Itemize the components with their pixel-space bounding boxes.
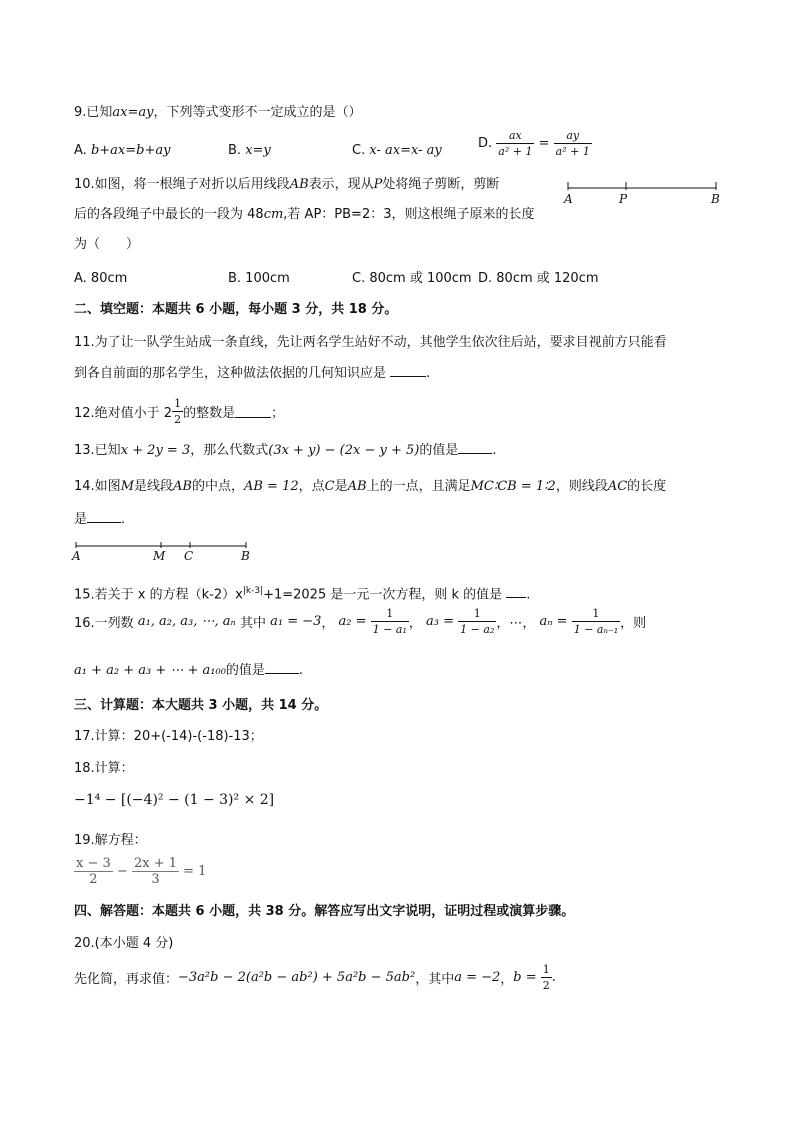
q12-fraction xyxy=(172,396,183,427)
q10-option-c: C. 80cm 或 100cm xyxy=(352,271,472,286)
q16-a2-numerator: 1 xyxy=(371,606,409,622)
q16-answer-blank[interactable] xyxy=(265,661,299,674)
q14-line1 xyxy=(74,478,666,496)
q10-segment-ab: AB xyxy=(289,177,309,192)
q19-equation xyxy=(74,856,206,887)
q9-option-c-label: C. xyxy=(352,143,366,158)
q20-end: . xyxy=(551,970,556,985)
q16-sequence: a₁, a₂, a₃, ⋯, aₙ xyxy=(137,614,236,629)
q14-point-c: C xyxy=(324,479,335,494)
q10-option-d: D. 80cm 或 120cm xyxy=(478,271,599,286)
q10-line1c-text: 处将绳子剪断，剪断 xyxy=(382,177,500,192)
q20-a-value: a = −2 xyxy=(454,970,501,985)
q14-text-f: ，则线段 xyxy=(555,479,608,494)
q16-mid: 其中 xyxy=(239,616,266,631)
q9-option-b xyxy=(228,142,271,160)
q16-a3-numerator: 1 xyxy=(458,606,496,622)
q13 xyxy=(74,441,497,460)
q16-dots: ，⋯， xyxy=(496,616,536,631)
q16-line2 xyxy=(74,661,303,680)
q14-ratio: MC∶CB = 1∶2 xyxy=(470,479,556,494)
q13-mid: ，那么代数式 xyxy=(190,443,269,458)
q20-body xyxy=(74,962,556,993)
q15-post: +1=2025 是一元一次方程，则 k 的值是 xyxy=(263,587,503,603)
q11-answer-blank[interactable] xyxy=(390,364,426,377)
q17: 17.计算：20+(-14)-(-18)-13； xyxy=(74,729,263,744)
section4-heading: 四、解答题：本题共 6 小题，共 38 分。解答应写出文字说明，证明过程或演算步骤。 xyxy=(74,904,575,919)
q9-option-c-text: x- ax=x- ay xyxy=(369,143,442,158)
q18-title: 18.计算： xyxy=(74,761,134,776)
q15-exponent: |k-3| xyxy=(242,586,264,596)
q9-option-a xyxy=(74,142,170,160)
q14-segment-ac: AC xyxy=(607,479,628,494)
q16-a2-fraction xyxy=(371,606,409,637)
q10-line2 xyxy=(74,206,535,224)
q14-label-a: A xyxy=(72,549,81,563)
q9-option-a-text: b+ax=b+ay xyxy=(90,143,171,158)
q14-line2-text: 是 xyxy=(74,512,88,527)
q9-option-a-label: A. xyxy=(74,143,87,158)
q16-an-numerator: 1 xyxy=(572,606,620,622)
q16-a3-denominator: 1 − a₂ xyxy=(460,623,495,636)
q11-line2-text: 到各自前面的那名学生，这种做法依据的几何知识应是 xyxy=(74,366,387,381)
q14-text-e: 上的一点，且满足 xyxy=(366,479,471,494)
q16-a3-fraction xyxy=(458,606,496,637)
q13-end: . xyxy=(492,443,497,458)
q12-post: 的整数是 xyxy=(183,406,236,421)
section2-heading: 二、填空题：本题共 6 小题，每小题 3 分，共 18 分。 xyxy=(74,302,398,317)
q16-a1: a₁ = −3 xyxy=(270,614,322,629)
q13-answer-blank[interactable] xyxy=(458,441,492,454)
q13-post: 的值是 xyxy=(419,443,459,458)
q11-end: . xyxy=(426,366,431,381)
q15 xyxy=(74,582,530,604)
q13-expression: (3x + y) − (2x − y + 5) xyxy=(268,443,420,458)
q20-b-numerator: 1 xyxy=(542,963,550,976)
q19-fraction-1-numerator: x − 3 xyxy=(76,856,111,871)
q10-segment-svg xyxy=(560,176,730,206)
q9-option-d-equals: = xyxy=(538,136,550,151)
q14-label-c: C xyxy=(184,549,194,563)
q12-end: ； xyxy=(271,406,285,421)
q10-line2b-text: ,若 AP：PB=2：3，则这根绳子原来的长度 xyxy=(283,207,535,222)
q14-segment-ab-2: AB xyxy=(347,479,367,494)
q11-line2 xyxy=(74,364,430,383)
q14-text-a: 是线段 xyxy=(134,479,174,494)
q12-fraction-numerator: 1 xyxy=(174,397,182,410)
q10-label-b: B xyxy=(711,192,720,206)
q16-sum-expression: a₁ + a₂ + a₃ + ⋯ + a₁₀₀ xyxy=(74,663,226,678)
q13-equation: x + 2y = 3 xyxy=(120,443,191,458)
q9-option-d-label: D. xyxy=(478,136,493,151)
q9-option-d-right-fraction xyxy=(554,128,592,159)
q14-text-d: 是 xyxy=(334,479,348,494)
q10-line1b-text: 表示，现从 xyxy=(308,177,374,192)
q14-segment-diagram xyxy=(70,538,260,568)
q20-b-fraction xyxy=(541,962,552,993)
q14-pre: 14.如图 xyxy=(74,479,121,494)
q11-line1: 11.为了让一队学生站成一条直线，先让两名学生站好不动，其他学生依次往后站，要求目视前方只能看 xyxy=(74,335,667,350)
q9-option-c xyxy=(352,142,442,160)
q14-answer-blank[interactable] xyxy=(87,510,121,523)
q9-option-d xyxy=(478,128,592,159)
q20-pre: 先化简，再求值： xyxy=(74,972,179,987)
q19-fraction-2 xyxy=(132,856,179,887)
q14-text-g: 的长度 xyxy=(627,479,667,494)
q14-line2 xyxy=(74,510,125,529)
q19-fraction-1 xyxy=(74,856,113,887)
q9-stem xyxy=(74,104,362,122)
q9-option-b-label: B. xyxy=(228,143,242,158)
q15-answer-blank[interactable] xyxy=(506,585,526,598)
section3-heading: 三、计算题：本大题共 3 小题，共 14 分。 xyxy=(74,698,328,713)
q9-option-d-left-denominator: a² + 1 xyxy=(498,145,533,158)
q10-label-a: A xyxy=(564,192,573,206)
q10-option-a: A. 80cm xyxy=(74,271,128,286)
q12-fraction-denominator: 2 xyxy=(174,413,182,426)
q16-a2-lhs: a₂ = xyxy=(338,614,367,629)
q19-title: 19.解方程： xyxy=(74,833,147,848)
q10-line1 xyxy=(74,176,499,194)
q20-mid: ，其中 xyxy=(415,972,455,987)
q9-option-d-right-denominator: a² + 1 xyxy=(555,145,590,158)
q19-fraction-2-denominator: 3 xyxy=(151,872,160,887)
q13-pre: 13.已知 xyxy=(74,443,121,458)
q10-segment-diagram xyxy=(560,176,730,206)
q9-option-d-right-numerator: ay xyxy=(554,128,592,144)
q10-line1-text: 10.如图，将一根绳子对折以后用线段 xyxy=(74,177,290,192)
q14-end: . xyxy=(121,512,126,527)
q14-point-m: M xyxy=(120,479,134,494)
q9-option-b-text: x=y xyxy=(245,143,271,158)
q12 xyxy=(74,396,284,427)
q9-stem-text: 9.已知 xyxy=(74,105,113,120)
q9-stem-tail: ，下列等式变形不一定成立的是（） xyxy=(153,105,362,120)
q10-option-b: B. 100cm xyxy=(228,271,290,286)
q14-label-b: B xyxy=(241,549,250,563)
q16-line2-post: 的值是 xyxy=(225,663,265,678)
q16-a3-lhs: a₃ = xyxy=(426,614,455,629)
q19-minus: − xyxy=(116,864,128,879)
q14-segment-ab: AB xyxy=(173,479,192,494)
q20-expression: −3a²b − 2(a²b − ab²) + 5a²b − 5ab² xyxy=(178,970,416,985)
q16-tail: ，则 xyxy=(620,616,647,631)
q14-label-m: M xyxy=(153,549,166,563)
q14-text-c: ，点 xyxy=(298,479,325,494)
q16-line1: 16.一列数 a₁, a₂, a₃, ⋯, aₙ 其中 a₁ = −3， a₂ = $\frac{1}{\text{1 − a₁}}$ ， a₃ = $\frac{1}{\text{1 − a₂}}$ ，⋯， aₙ = $\frac{1}{\text{1 − aₙ₋₁}}$ ，则 xyxy=(74,607,647,636)
q10-label-p: P xyxy=(619,192,628,206)
q14-ab-length: AB = 12 xyxy=(243,479,299,494)
q12-pre: 12.绝对值小于 2 xyxy=(74,406,173,421)
q16-an-lhs: aₙ = xyxy=(539,614,568,629)
q16-pre: 16.一列数 xyxy=(74,616,134,631)
q10-unit-cm: cm xyxy=(263,207,284,222)
q16-an-fraction xyxy=(572,606,620,637)
q16-an-denominator: 1 − aₙ₋₁ xyxy=(573,623,619,636)
q20-b-denominator: 2 xyxy=(542,979,550,992)
q20-title: 20.(本小题 4 分) xyxy=(74,936,174,951)
q20-separator: ， xyxy=(500,972,514,987)
q18-expression: −1⁴ − [(−4)² − (1 − 3)² × 2] xyxy=(74,792,275,808)
q10-point-p: P xyxy=(373,177,383,192)
q10-line3: 为（ ） xyxy=(74,237,140,252)
q10-line2-text: 后的各段绳子中最长的一段为 48 xyxy=(74,207,264,222)
q15-pre: 15.若关于 x 的方程（k-2）x xyxy=(74,587,243,603)
q9-option-d-left-fraction xyxy=(496,128,534,159)
q12-answer-blank[interactable] xyxy=(235,405,271,418)
q16-end: . xyxy=(298,663,304,678)
q9-option-d-left-numerator: ax xyxy=(496,128,534,144)
q19-rhs: = 1 xyxy=(183,864,207,879)
q16-a2-denominator: 1 − a₁ xyxy=(372,623,407,636)
q19-fraction-1-denominator: 2 xyxy=(89,872,98,887)
q14-text-b: 的中点， xyxy=(191,479,244,494)
q19-fraction-2-numerator: 2x + 1 xyxy=(133,856,177,871)
q9-condition: ax=ay xyxy=(112,105,154,120)
q20-b-lhs: b = xyxy=(513,970,537,985)
q15-end: . xyxy=(526,587,531,603)
